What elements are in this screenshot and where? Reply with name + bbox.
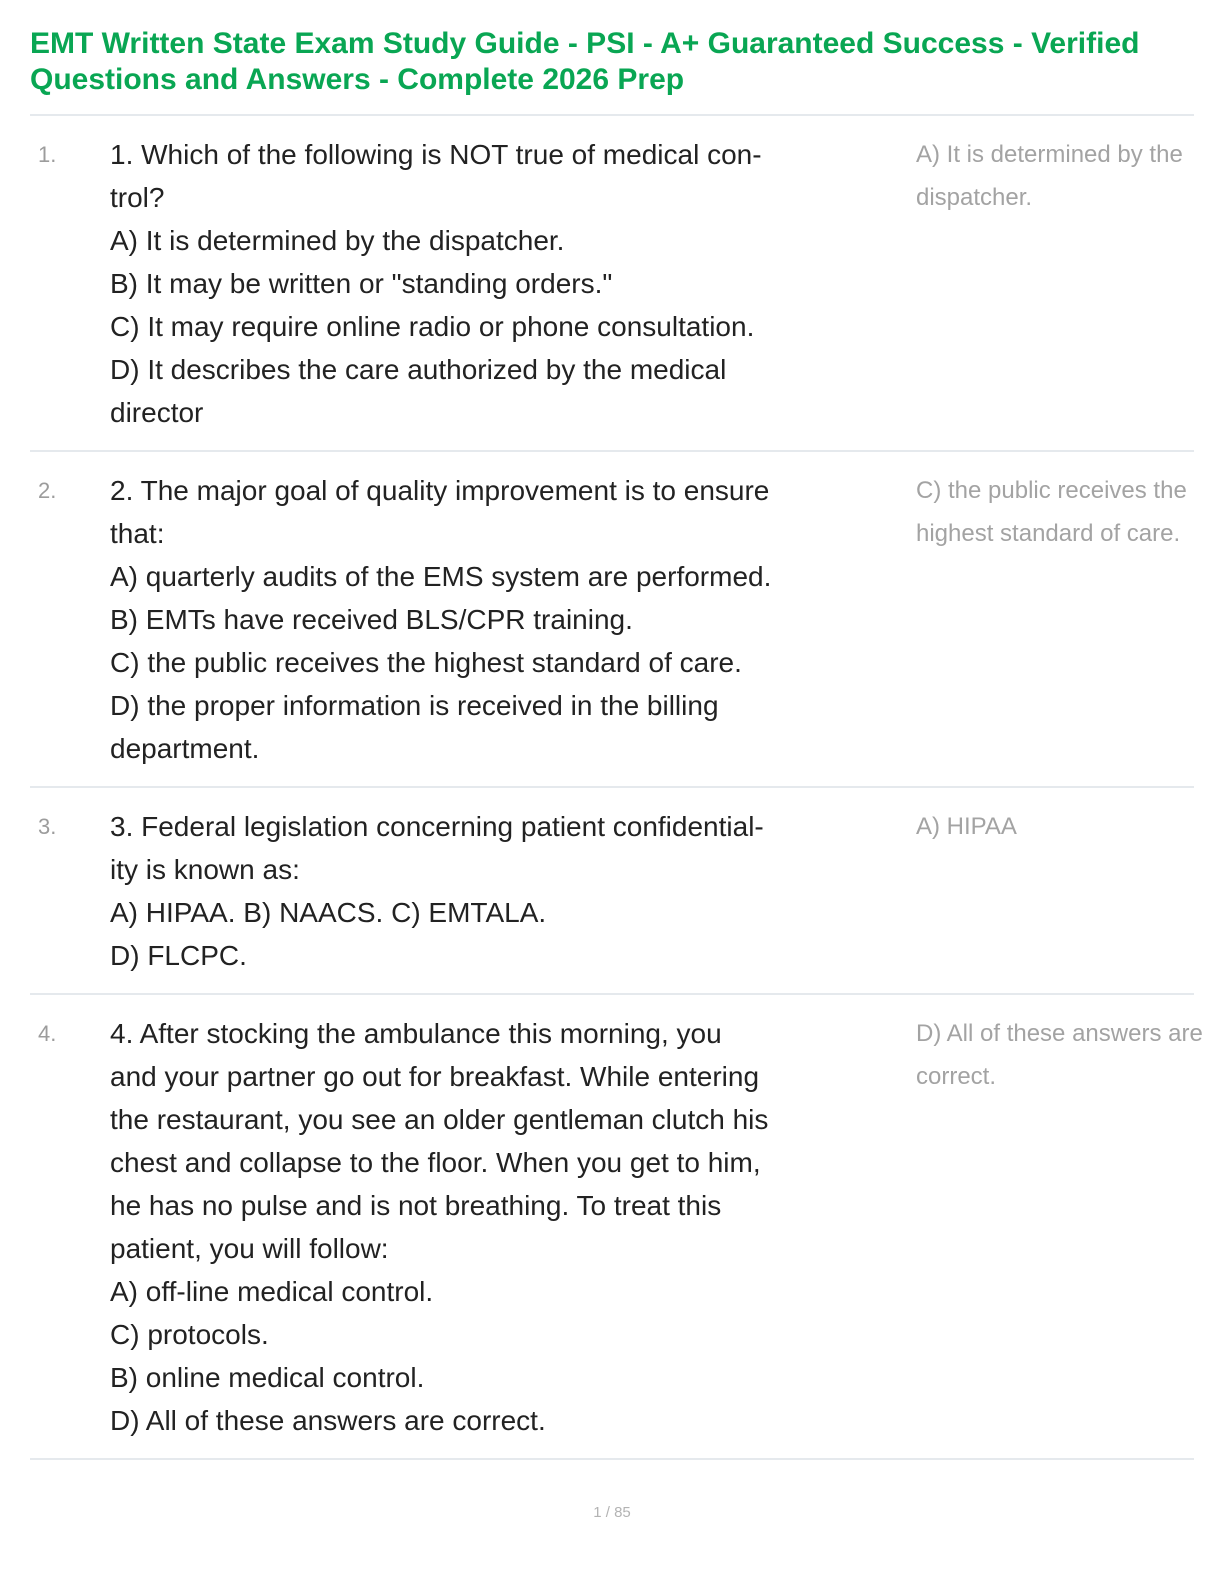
question-list (30, 114, 1203, 1460)
question-answer (910, 1012, 1203, 1098)
question-line: B) It may be written or "standing orders." (110, 268, 613, 299)
question-row (30, 788, 1194, 995)
question-line: B) EMTs have received BLS/CPR training. (110, 604, 633, 635)
question-answer (910, 133, 1194, 219)
question-text (110, 805, 910, 977)
question-answer (910, 469, 1194, 555)
answer-line: C) the public receives the (916, 477, 1187, 504)
question-number: 2. (38, 478, 57, 503)
question-text (110, 469, 910, 770)
question-line: 1. Which of the following is NOT true of medical con- (110, 139, 762, 170)
question-line: D) FLCPC. (110, 940, 247, 971)
question-row (30, 995, 1203, 1460)
question-line: department. (110, 733, 260, 764)
question-line: the restaurant, you see an older gentleman clutch his (110, 1104, 769, 1135)
question-row (30, 116, 1194, 452)
question-line: B) online medical control. (110, 1362, 425, 1393)
question-line: A) It is determined by the dispatcher. (110, 225, 565, 256)
question-line: that: (110, 518, 165, 549)
answer-line: A) It is determined by the (916, 141, 1183, 168)
question-line: patient, you will follow: (110, 1233, 389, 1264)
page-title: EMT Written State Exam Study Guide - PSI - A+ Guaranteed Success - Verified Questions and Answers - Complete 2026 Prep (30, 27, 1140, 96)
question-line: 2. The major goal of quality improvement is to ensure (110, 475, 770, 506)
question-line: ity is known as: (110, 854, 300, 885)
question-text (110, 1012, 910, 1442)
question-line: he has no pulse and is not breathing. To treat this (110, 1190, 722, 1221)
question-line: C) protocols. (110, 1319, 269, 1350)
question-line: C) the public receives the highest standard of care. (110, 647, 742, 678)
question-line: D) All of these answers are correct. (110, 1405, 546, 1436)
question-line: director (110, 397, 204, 428)
question-line: 4. After stocking the ambulance this morning, you (110, 1018, 722, 1049)
question-text (110, 133, 910, 434)
question-line: C) It may require online radio or phone consultation. (110, 311, 755, 342)
question-row (30, 452, 1194, 788)
question-line: trol? (110, 182, 165, 213)
question-line: and your partner go out for breakfast. While entering (110, 1061, 760, 1092)
question-line: D) It describes the care authorized by the medical (110, 354, 727, 385)
question-line: 3. Federal legislation concerning patient confidential- (110, 811, 764, 842)
page-indicator: 1 / 85 (593, 1504, 631, 1521)
question-answer (910, 805, 1194, 848)
answer-line: D) All of these answers are (916, 1020, 1203, 1047)
question-line: D) the proper information is received in the billing (110, 690, 719, 721)
answer-line: dispatcher. (916, 184, 1033, 211)
question-line: A) HIPAA. B) NAACS. C) EMTALA. (110, 897, 547, 928)
question-line: A) quarterly audits of the EMS system are performed. (110, 561, 772, 592)
question-number: 4. (38, 1021, 57, 1046)
answer-line: highest standard of care. (916, 520, 1181, 547)
question-line: chest and collapse to the floor. When you get to him, (110, 1147, 761, 1178)
question-number: 1. (38, 142, 57, 167)
answer-line: A) HIPAA (916, 813, 1017, 840)
answer-line: correct. (916, 1063, 997, 1090)
question-line: A) off-line medical control. (110, 1276, 434, 1307)
question-number: 3. (38, 814, 57, 839)
